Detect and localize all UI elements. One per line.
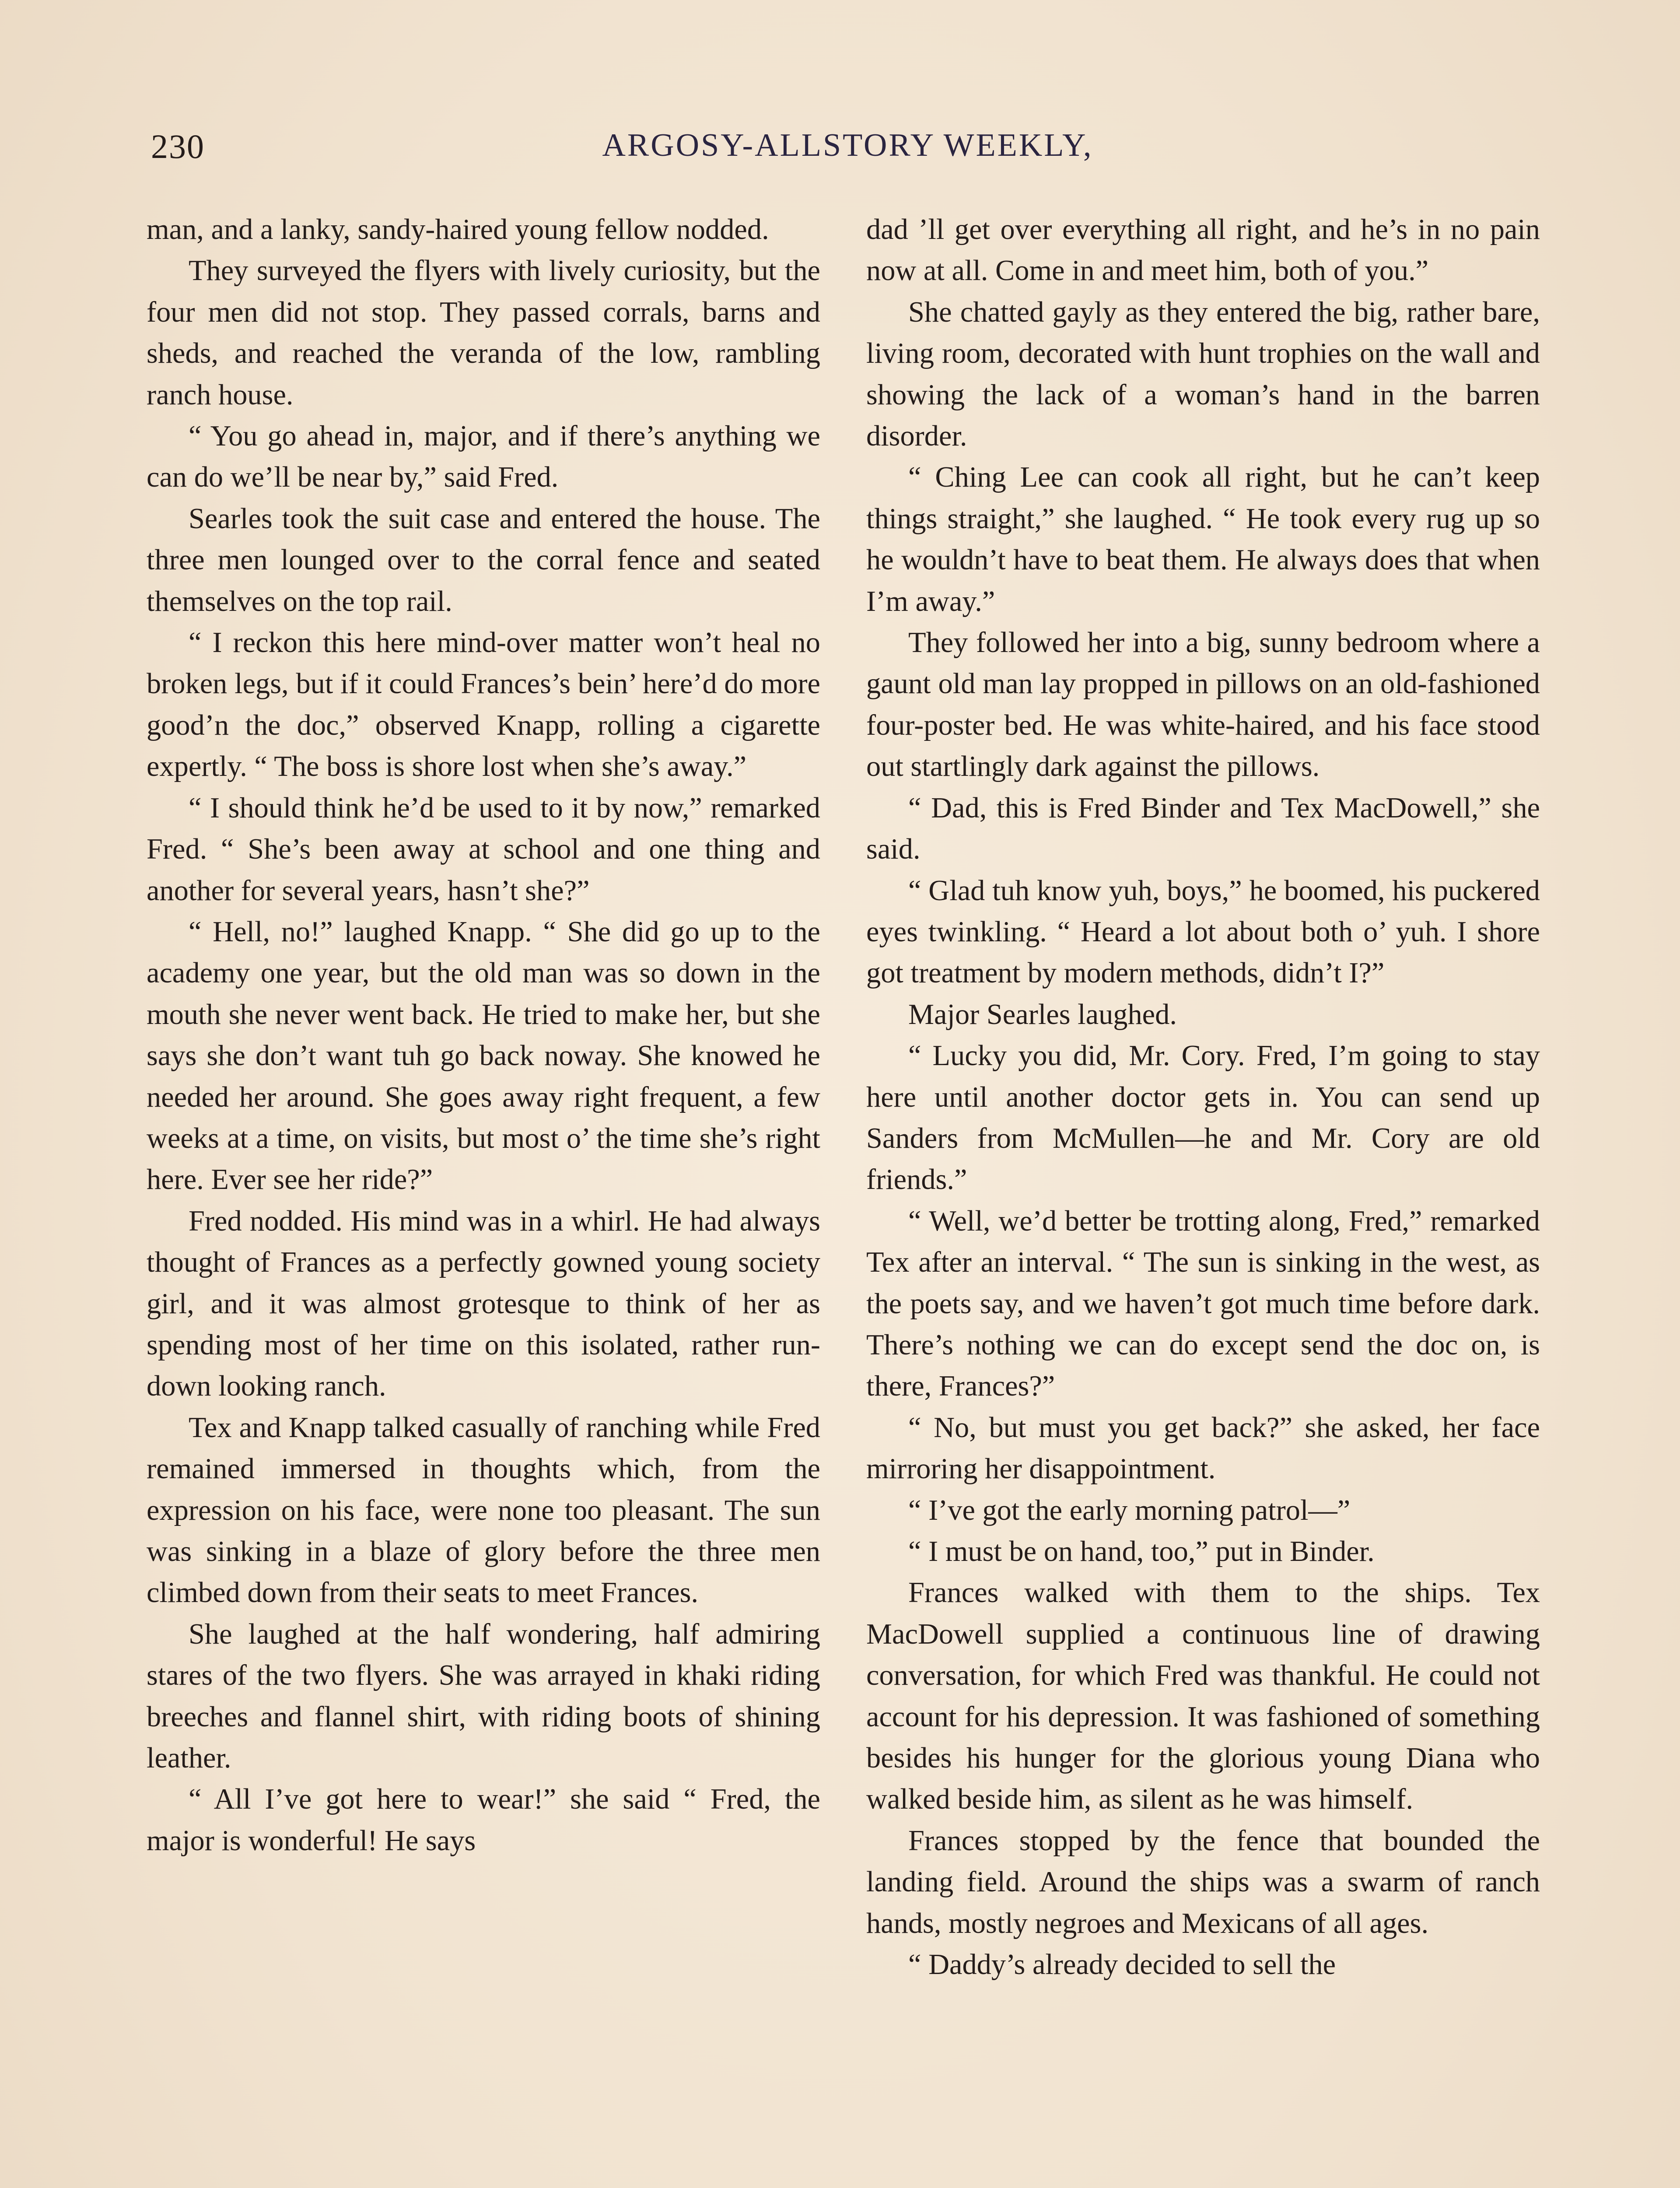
paragraph: They surveyed the flyers with lively curiosity, but the four men did not stop. They passed corrals, barns and sheds, and reached the veranda of the low, rambling ranch house.	[147, 255, 820, 411]
right-column	[866, 209, 1540, 2188]
left-column	[147, 209, 820, 2188]
text-columns	[147, 209, 1540, 2188]
paragraph: “ Dad, this is Fred Binder and Tex MacDowell,” she said.	[866, 792, 1540, 866]
paragraph: Frances walked with them to the ships. Tex MacDowell supplied a continuous line of drawing conversation, for which Fred was thankful. He could not account for his depression. It was fashioned of something besides his hunger for the glorious young Diana who walked beside him, as silent as he was himself.	[866, 1577, 1540, 1816]
paragraph: “ I must be on hand, too,” put in Binder.	[908, 1536, 1375, 1567]
page-number: 230	[151, 127, 205, 165]
running-title: ARGOSY-ALLSTORY WEEKLY,	[602, 127, 1093, 163]
paragraph: Fred nodded. His mind was in a whirl. He had always thought of Frances as a perfectly gowned young society girl, and it was almost grotesque to think of her as spending most of her time on this isolated, rather run-down looking ranch.	[147, 1205, 820, 1403]
paragraph: She chatted gayly as they entered the big, rather bare, living room, decorated with hunt trophies on the wall and showing the lack of a woman’s hand in the barren disorder.	[866, 296, 1540, 452]
paragraph: “ Well, we’d better be trotting along, Fred,” remarked Tex after an interval. “ The sun is sinking in the west, as the poets say, and we haven’t got much time before dark. There’s nothing we can do except send the doc on, is there, Frances?”	[866, 1205, 1540, 1403]
paragraph: They followed her into a big, sunny bedroom where a gaunt old man lay propped in pillows on an old-fashioned four-poster bed. He was white-haired, and his face stood out startlingly dark against the pillows.	[866, 627, 1540, 783]
paragraph: Tex and Knapp talked casually of ranching while Fred remained immersed in thoughts which, from the expression on his face, were none too pleasant. The sun was sinking in a blaze of glory before the three men climbed down from their seats to meet Frances.	[147, 1411, 820, 1609]
paragraph: Frances stopped by the fence that bounded the landing field. Around the ships was a swarm of ranch hands, mostly negroes and Mexicans of all ages.	[866, 1824, 1540, 1939]
paragraph: She laughed at the half wondering, half admiring stares of the two flyers. She was arrayed in khaki riding breeches and flannel shirt, with riding boots of shining leather.	[147, 1618, 820, 1774]
page-header	[151, 127, 1544, 188]
paragraph: “ Glad tuh know yuh, boys,” he boomed, his puckered eyes twinkling. “ Heard a lot about both o’ yuh. I shore got treatment by modern methods, didn’t I?”	[866, 874, 1540, 989]
paragraph: “ Ching Lee can cook all right, but he can’t keep things straight,” she laughed. “ He took every rug up so he wouldn’t have to beat them. He always does that when I’m away.”	[866, 461, 1540, 617]
paragraph: “ Lucky you did, Mr. Cory. Fred, I’m going to stay here until another doctor gets in. You can send up Sanders from McMullen—he and Mr. Cory are old friends.”	[866, 1040, 1540, 1196]
paragraph: “ All I’ve got here to wear!” she said “ Fred, the major is wonderful! He says	[147, 1783, 820, 1857]
paragraph: man, and a lanky, sandy-haired young fellow nodded.	[147, 214, 769, 245]
paragraph: “ I should think he’d be used to it by now,” remarked Fred. “ She’s been away at school and one thing and another for several years, hasn’t she?”	[147, 792, 820, 907]
paragraph: “ You go ahead in, major, and if there’s anything we can do we’ll be near by,” said Fred.	[147, 420, 820, 494]
paragraph: “ Hell, no!” laughed Knapp. “ She did go up to the academy one year, but the old man was so down in the mouth she never went back. He tried to make her, but she says she don’t want tuh go back noway. She knowed he needed her around. She goes away right frequent, a few weeks at a time, on visits, but most o’ the time she’s right here. Ever see her ride?”	[147, 915, 820, 1196]
paragraph: Searles took the suit case and entered the house. The three men lounged over to the corral fence and seated themselves on the top rail.	[147, 502, 820, 617]
paragraph: “ Daddy’s already decided to sell the	[908, 1949, 1336, 1981]
paragraph: Major Searles laughed.	[908, 998, 1177, 1031]
paragraph: “ No, but must you get back?” she asked, her face mirroring her disappointment.	[866, 1411, 1540, 1485]
paragraph: “ I’ve got the early morning patrol—”	[908, 1494, 1351, 1526]
paragraph: dad ’ll get over everything all right, and he’s in no pain now at all. Come in and meet him, both of you.”	[866, 214, 1540, 287]
paragraph: “ I reckon this here mind-over matter won’t heal no broken legs, but if it could Frances’s bein’ here’d do more good’n the doc,” observed Knapp, rolling a cigarette expertly. “ The boss is shore lost when she’s away.”	[147, 627, 820, 783]
